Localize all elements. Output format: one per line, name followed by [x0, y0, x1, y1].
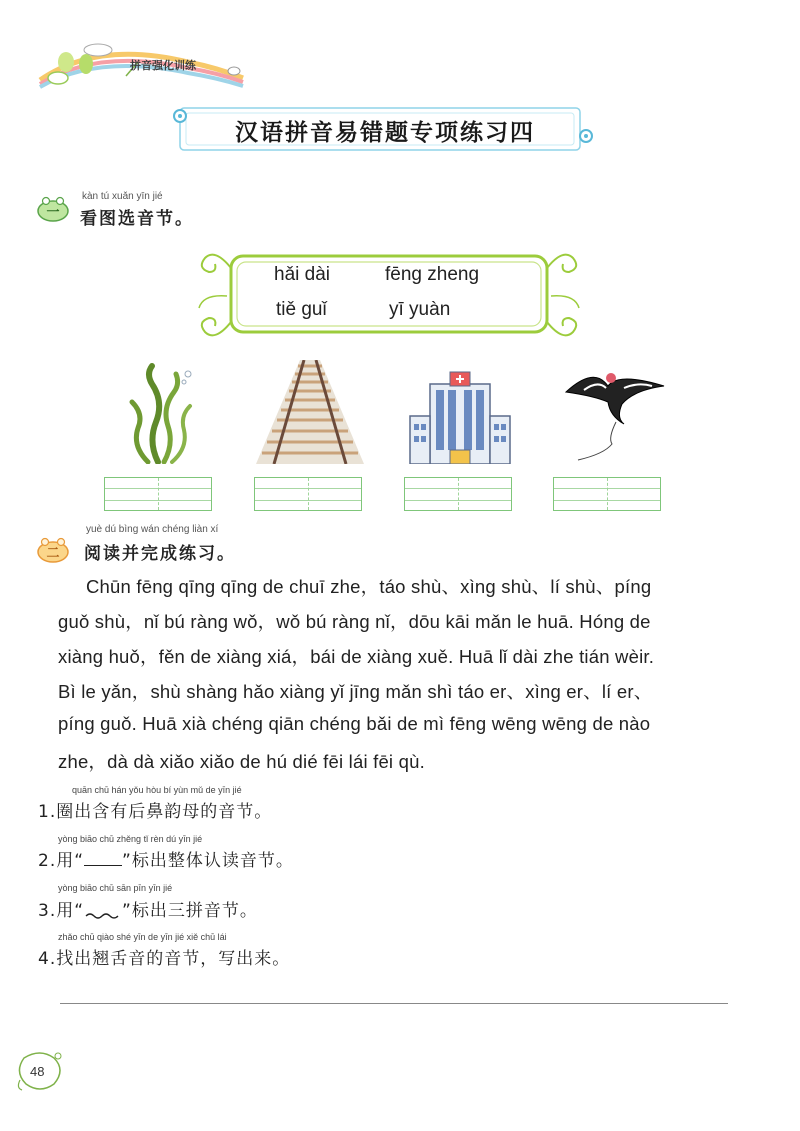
question-4-pinyin: zhǎo chū qiào shé yīn de yīn jié xiě chū lái: [58, 932, 227, 942]
option-feng-zheng: fēng zheng: [385, 264, 480, 285]
answer-box-2[interactable]: [254, 477, 362, 511]
question-2-prefix: 2.用“: [38, 851, 85, 871]
section-1-title: 看图选音节。: [80, 209, 194, 229]
question-2-suffix: ”标出整体认读音节。: [122, 851, 294, 871]
section-1-number-badge: [36, 196, 70, 222]
answer-box-3[interactable]: [404, 477, 512, 511]
section-2-pinyin: yuè dú bìng wán chéng liàn xí: [86, 524, 219, 535]
section-2-title: 阅读并完成练习。: [84, 544, 236, 564]
question-2-pinyin: yòng biāo chū zhěng tǐ rèn dú yīn jié: [58, 834, 203, 844]
passage-line-1: Chūn fēng qīng qīng de chuī zhe，táo shù、xìng shù、lí shù、píng: [86, 576, 652, 597]
passage-line-6: zhe，dà dà xiǎo xiǎo de hú dié fēi lái fēi qù.: [58, 751, 425, 772]
passage-line-4: Bì le yǎn，shù shàng hǎo xiàng yǐ jīng mǎn shì táo er、xìng er、lí er、: [58, 681, 653, 702]
writing-line: [60, 1003, 728, 1004]
question-2: [38, 846, 294, 871]
options-frame: [195, 238, 580, 350]
header-badge-text: 拼音强化训练: [130, 59, 196, 72]
answer-box-4[interactable]: [553, 477, 661, 511]
svg-text:一: 一: [46, 205, 60, 220]
question-3-prefix: 3.用“: [38, 901, 85, 921]
question-1-pinyin: quān chū hán yǒu hòu bí yùn mǔ de yīn jié: [72, 785, 242, 795]
option-tie-gui: tiě guǐ: [276, 299, 327, 320]
question-1: 1.圈出含有后鼻韵母的音节。: [38, 802, 273, 822]
option-yi-yuan: yī yuàn: [389, 299, 451, 320]
question-3-suffix: ”标出三拼音节。: [122, 901, 258, 921]
answer-box-1[interactable]: [104, 477, 212, 511]
question-3: [38, 896, 258, 921]
passage-line-3: xiàng huǒ，fěn de xiàng xiá，bái de xiàng xuě. Huā lǐ dài zhe tián wèir.: [58, 646, 655, 667]
seaweed-picture: [118, 362, 200, 464]
section-1-pinyin: kàn tú xuǎn yīn jié: [82, 191, 163, 202]
section-2-number-badge: [36, 537, 70, 563]
question-4: 4.找出翘舌音的音节，写出来。: [38, 949, 291, 969]
hospital-picture: [408, 370, 512, 464]
page-number: 48: [30, 1064, 45, 1079]
page-title: 汉语拼音易错题专项练习四: [235, 120, 535, 146]
kite-picture: [564, 362, 666, 462]
wavy-underline-mark: [84, 904, 122, 920]
svg-text:二: 二: [46, 546, 60, 561]
straight-underline-mark: [84, 851, 122, 866]
passage-line-5: píng guǒ. Huā xià chéng qiān chéng bǎi de mì fēng wēng wēng de nào: [58, 713, 651, 734]
option-hai-dai: hǎi dài: [274, 264, 330, 285]
passage-line-2: guǒ shù，nǐ bú ràng wǒ，wǒ bú ràng nǐ，dōu kāi mǎn le huā. Hóng de: [58, 611, 651, 632]
question-3-pinyin: yòng biāo chū sān pīn yīn jié: [58, 883, 173, 893]
railway-track-picture: [256, 360, 364, 464]
